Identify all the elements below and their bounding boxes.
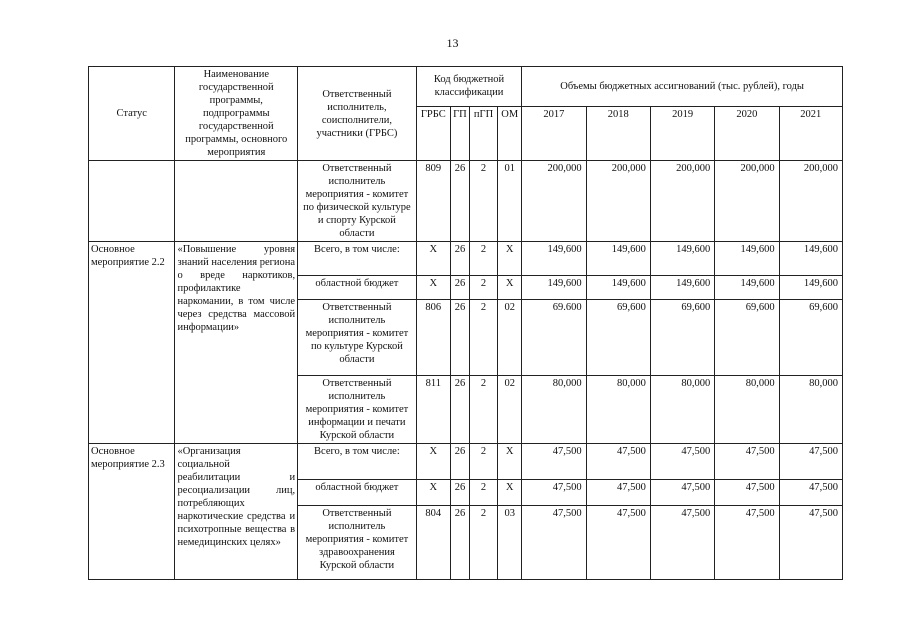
value-cell: 80,000	[650, 376, 714, 444]
code-cell: Х	[498, 242, 522, 276]
responsible-cell: Ответственный исполнитель мероприятия - комитет по культуре Курской области	[298, 300, 417, 376]
value-cell: 149,600	[586, 242, 650, 276]
code-cell: 811	[416, 376, 450, 444]
code-cell: Х	[498, 276, 522, 300]
header-year: 2021	[779, 106, 842, 160]
name-cell: «Повышение уровня знаний населения региона о вреде наркотиков, профилактике наркомании, в том числе через средства массовой информации»	[175, 242, 298, 444]
value-cell: 69.600	[522, 300, 586, 376]
value-cell: 200,000	[586, 161, 650, 242]
code-cell: 2	[469, 276, 497, 300]
value-cell: 47,500	[650, 444, 714, 480]
header-year: 2018	[586, 106, 650, 160]
header-code-pgp: пГП	[469, 106, 497, 160]
header-code-grbs: ГРБС	[416, 106, 450, 160]
value-cell: 149,600	[586, 276, 650, 300]
code-cell: 2	[469, 506, 497, 580]
responsible-cell: областной бюджет	[298, 276, 417, 300]
value-cell: 149,600	[779, 242, 842, 276]
responsible-cell: Всего, в том числе:	[298, 444, 417, 480]
header-code-om: ОМ	[498, 106, 522, 160]
code-cell: Х	[416, 276, 450, 300]
code-cell: 809	[416, 161, 450, 242]
value-cell: 200,000	[779, 161, 842, 242]
responsible-cell: Ответственный исполнитель мероприятия - комитет информации и печати Курской области	[298, 376, 417, 444]
value-cell: 47,500	[522, 506, 586, 580]
table-row	[89, 161, 843, 242]
value-cell: 47,500	[586, 480, 650, 506]
value-cell: 80,000	[779, 376, 842, 444]
value-cell: 47,500	[779, 506, 842, 580]
value-cell: 149,600	[715, 242, 779, 276]
header-year: 2019	[650, 106, 714, 160]
header-year: 2017	[522, 106, 586, 160]
header-code-gp: ГП	[450, 106, 469, 160]
value-cell: 47,500	[586, 506, 650, 580]
code-cell: 26	[450, 506, 469, 580]
code-cell: 2	[469, 444, 497, 480]
header-code-group: Код бюджетной классификации	[416, 67, 522, 107]
value-cell: 47,500	[522, 480, 586, 506]
value-cell: 149,600	[715, 276, 779, 300]
code-cell: Х	[498, 444, 522, 480]
code-cell: 804	[416, 506, 450, 580]
value-cell: 69,600	[779, 300, 842, 376]
budget-allocation-table	[88, 66, 843, 580]
value-cell: 149,600	[779, 276, 842, 300]
value-cell: 69,600	[586, 300, 650, 376]
value-cell: 47,500	[715, 444, 779, 480]
responsible-cell: Ответственный исполнитель мероприятия - комитет по физической культуре и спорту Курской области	[298, 161, 417, 242]
code-cell: 806	[416, 300, 450, 376]
value-cell: 47,500	[650, 480, 714, 506]
header-responsible: Ответственный исполнитель, соисполнители, участники (ГРБС)	[298, 67, 417, 161]
code-cell: 26	[450, 161, 469, 242]
code-cell: 02	[498, 300, 522, 376]
header-year: 2020	[715, 106, 779, 160]
value-cell: 47,500	[715, 506, 779, 580]
status-cell	[89, 161, 175, 242]
code-cell: Х	[498, 480, 522, 506]
value-cell: 47,500	[779, 480, 842, 506]
code-cell: 26	[450, 276, 469, 300]
value-cell: 47,500	[522, 444, 586, 480]
header-name: Наименование государственной программы, подпрограммы государственной программы, основного мероприятия	[175, 67, 298, 161]
code-cell: 26	[450, 480, 469, 506]
value-cell: 47,500	[586, 444, 650, 480]
name-cell: «Организация социальной реабилитации и ресоциализации лиц, потребляющих наркотические средства и психотропные вещества в немедицинских целях»	[175, 444, 298, 580]
code-cell: 26	[450, 300, 469, 376]
code-cell: 26	[450, 376, 469, 444]
code-cell: 02	[498, 376, 522, 444]
header-row	[89, 67, 843, 107]
value-cell: 200,000	[522, 161, 586, 242]
code-cell: 26	[450, 242, 469, 276]
value-cell: 149,600	[650, 276, 714, 300]
value-cell: 149,600	[650, 242, 714, 276]
code-cell: 2	[469, 376, 497, 444]
responsible-cell: Всего, в том числе:	[298, 242, 417, 276]
code-cell: 01	[498, 161, 522, 242]
code-cell: 2	[469, 480, 497, 506]
table-row	[89, 444, 843, 480]
status-cell: Основное мероприятие 2.3	[89, 444, 175, 580]
code-cell: 2	[469, 300, 497, 376]
code-cell: 2	[469, 161, 497, 242]
value-cell: 149,600	[522, 242, 586, 276]
name-cell	[175, 161, 298, 242]
code-cell: 03	[498, 506, 522, 580]
header-volumes-group: Объемы бюджетных ассигнований (тыс. рублей), годы	[522, 67, 843, 107]
value-cell: 69,600	[650, 300, 714, 376]
value-cell: 47,500	[715, 480, 779, 506]
value-cell: 200,000	[650, 161, 714, 242]
value-cell: 69,600	[715, 300, 779, 376]
value-cell: 80,000	[586, 376, 650, 444]
value-cell: 80,000	[522, 376, 586, 444]
value-cell: 47,500	[650, 506, 714, 580]
code-cell: Х	[416, 242, 450, 276]
code-cell: 26	[450, 444, 469, 480]
table-row	[89, 242, 843, 276]
value-cell: 47,500	[779, 444, 842, 480]
status-cell: Основное мероприятие 2.2	[89, 242, 175, 444]
code-cell: 2	[469, 242, 497, 276]
responsible-cell: областной бюджет	[298, 480, 417, 506]
responsible-cell: Ответственный исполнитель мероприятия - комитет здравоохранения Курской области	[298, 506, 417, 580]
page-number: 13	[446, 36, 459, 50]
code-cell: Х	[416, 480, 450, 506]
code-cell: Х	[416, 444, 450, 480]
value-cell: 80,000	[715, 376, 779, 444]
header-status: Статус	[89, 67, 175, 161]
value-cell: 200,000	[715, 161, 779, 242]
value-cell: 149,600	[522, 276, 586, 300]
